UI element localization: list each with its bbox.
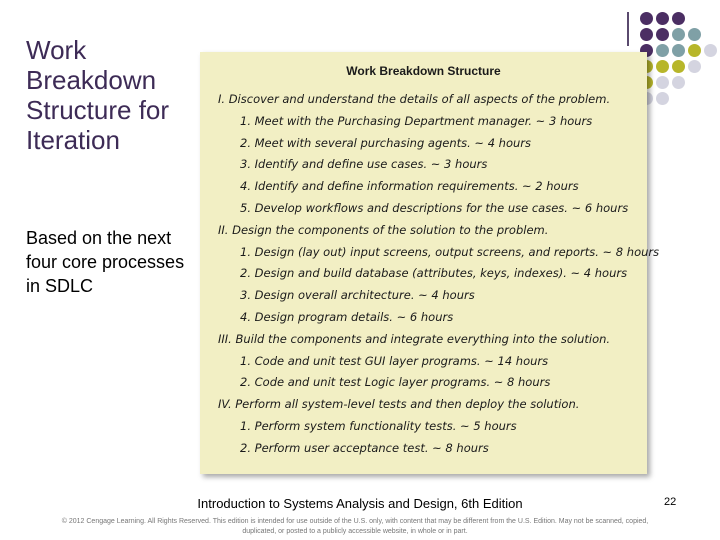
decorative-dot — [656, 44, 669, 57]
decorative-dot — [640, 28, 653, 41]
decorative-dot — [656, 60, 669, 73]
slide-subtitle: Based on the next four core processes in SDLC — [26, 228, 185, 296]
wbs-task-line: 1. Meet with the Purchasing Department manager. ~ 3 hours — [240, 113, 593, 128]
wbs-phase-line: III. Build the components and integrate everything into the solution. — [218, 331, 611, 346]
decorative-dot — [688, 44, 701, 57]
decorative-dot — [640, 12, 653, 25]
decorative-dot — [704, 44, 717, 57]
wbs-task-line: 4. Identify and define information requirements. ~ 2 hours — [240, 179, 579, 194]
copyright-notice: © 2012 Cengage Learning. All Rights Reserved. This edition is intended for use outside of the U.S. only, with content that may be different from the U.S. Edition. May not be scanned, copied, duplicated, or posted to a publicly accessible website, in whole or in part. — [61, 518, 649, 535]
wbs-task-line: 2. Perform user acceptance test. ~ 8 hours — [240, 440, 489, 455]
wbs-task-line: 2. Code and unit test Logic layer programs. ~ 8 hours — [240, 375, 551, 390]
footer-text: Introduction to Systems Analysis and Design, 6th Edition — [197, 496, 523, 511]
wbs-task-line: 2. Meet with several purchasing agents. ~ 4 hours — [240, 135, 532, 150]
wbs-phase-line: I. Discover and understand the details of all aspects of the problem. — [218, 92, 611, 106]
decorative-dot — [656, 12, 669, 25]
decorative-dot — [656, 76, 669, 89]
wbs-task-line: 2. Design and build database (attributes, keys, indexes). ~ 4 hours — [240, 266, 628, 281]
wbs-task-line: 1. Perform system functionality tests. ~ 5 hours — [240, 419, 517, 433]
decorative-dot — [656, 92, 669, 105]
wbs-table-image — [200, 52, 660, 474]
slide-title: Work Breakdown Structure for Iteration — [26, 35, 170, 155]
decorative-dot — [672, 12, 685, 25]
wbs-phase-line: IV. Perform all system-level tests and then deploy the solution. — [218, 397, 580, 412]
wbs-phase-line: II. Design the components of the solution to the problem. — [218, 222, 549, 237]
wbs-task-line: 3. Design overall architecture. ~ 4 hours — [240, 288, 475, 303]
decorative-dot — [672, 76, 685, 89]
divider-line — [627, 12, 629, 46]
page-number: 22 — [664, 496, 677, 508]
wbs-task-line: 1. Design (lay out) input screens, output screens, and reports. ~ 8 hours — [240, 244, 660, 259]
wbs-title: Work Breakdown Structure — [346, 64, 501, 78]
decorative-dot — [688, 60, 701, 73]
decorative-dot — [672, 28, 685, 41]
decorative-dot — [672, 60, 685, 73]
wbs-task-line: 3. Identify and define use cases. ~ 3 hours — [240, 157, 488, 172]
wbs-task-line: 5. Develop workflows and descriptions for the use cases. ~ 6 hours — [240, 201, 629, 215]
wbs-task-line: 4. Design program details. ~ 6 hours — [240, 310, 454, 324]
decorative-dot — [656, 28, 669, 41]
decorative-dot — [672, 44, 685, 57]
wbs-task-line: 1. Code and unit test GUI layer programs. ~ 14 hours — [240, 353, 549, 368]
decorative-dot — [688, 28, 701, 41]
